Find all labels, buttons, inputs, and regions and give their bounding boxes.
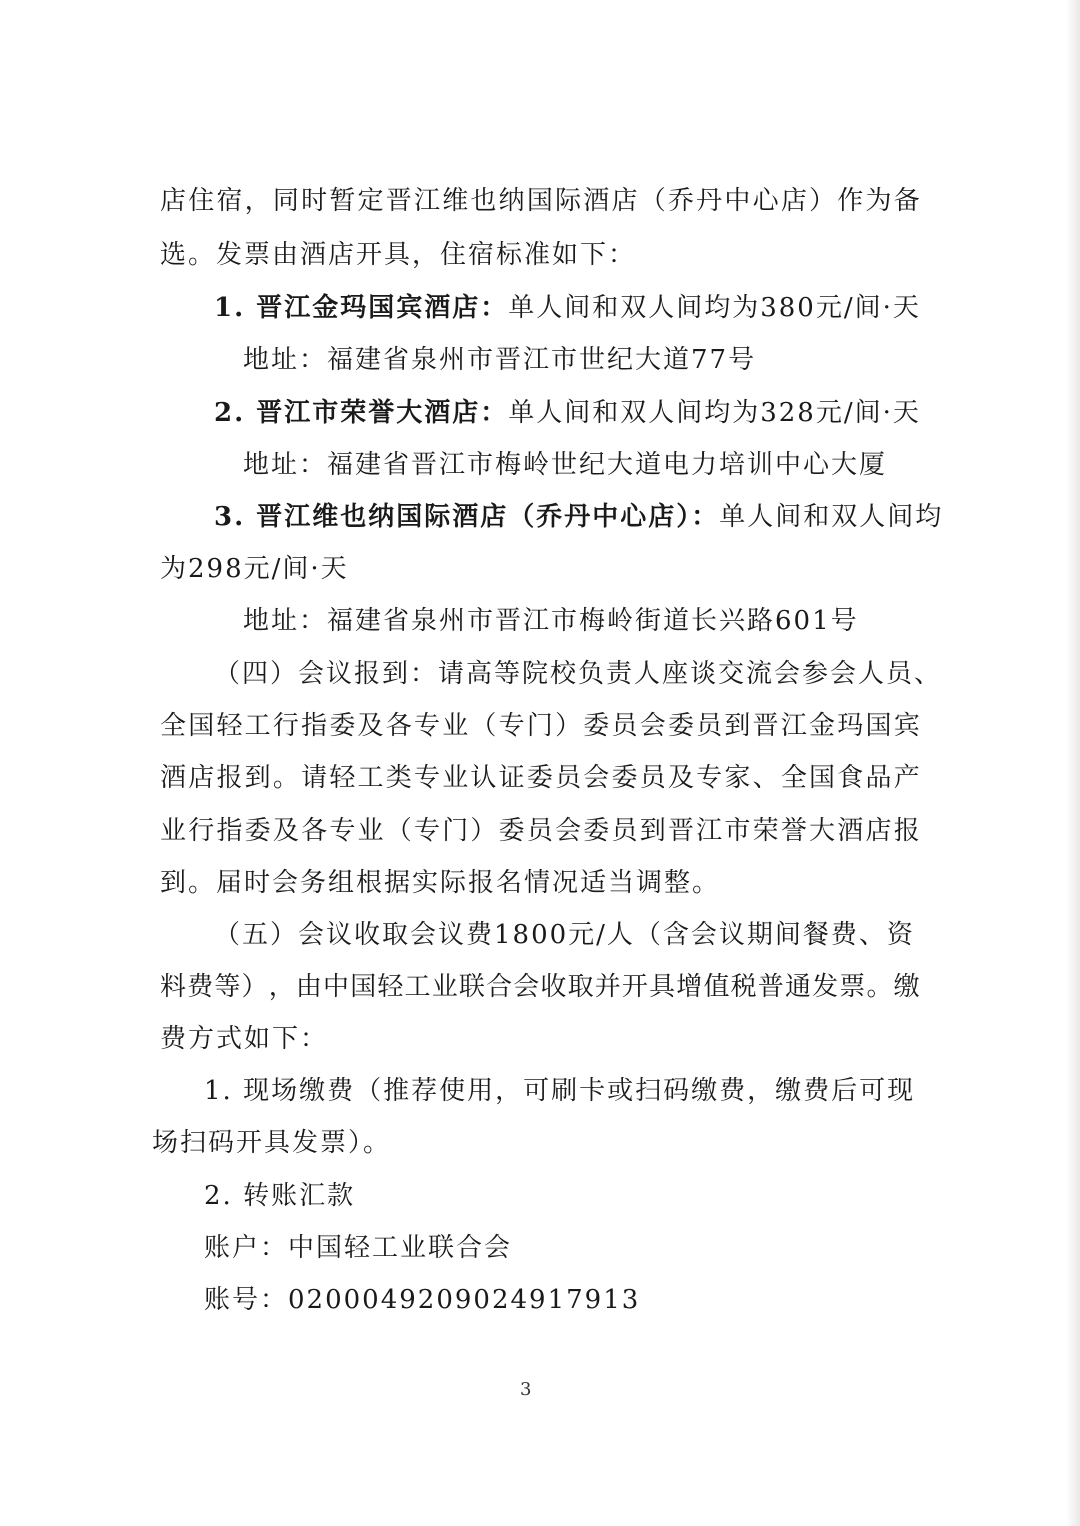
text-char: 备 xyxy=(893,186,920,216)
hotel-address: 地址：福建省泉州市晋江市世纪大道77号 xyxy=(243,345,757,375)
text-char: 晋 xyxy=(752,711,779,741)
text-char: 由 xyxy=(295,972,322,1002)
text-char: 到 xyxy=(724,711,751,741)
text-char: 店 xyxy=(160,186,187,216)
text-char: 增 xyxy=(676,972,703,1002)
text-char: 值 xyxy=(703,972,730,1002)
text-char: 料 xyxy=(160,972,187,1002)
text-char: 。 xyxy=(866,972,893,1002)
text-char: 轻 xyxy=(216,711,243,741)
text-char: 乔 xyxy=(667,186,694,216)
text-char: 酒 xyxy=(160,763,187,793)
text-char: 晋 xyxy=(667,816,694,846)
text-char: 业 xyxy=(160,816,187,846)
text-char: 市 xyxy=(724,816,751,846)
text-char: 收 xyxy=(540,972,567,1002)
text-char: 国 xyxy=(865,711,892,741)
text-char: 国 xyxy=(809,763,836,793)
text-char: 会 xyxy=(555,816,582,846)
text-char: 会 xyxy=(639,711,666,741)
text-char: 指 xyxy=(216,816,243,846)
text-char: 维 xyxy=(442,186,469,216)
hotel-address: 地址：福建省泉州市晋江市梅岭街道长兴路601号 xyxy=(243,606,859,636)
text-char: 品 xyxy=(865,763,892,793)
text-char: 联 xyxy=(458,972,485,1002)
text-char: 业 xyxy=(431,972,458,1002)
account-number: 账号：0200049209024917913 xyxy=(204,1285,641,1315)
justified-text-line xyxy=(160,814,920,848)
text-char: 专 xyxy=(413,763,440,793)
text-char: 家 xyxy=(724,763,751,793)
text-char: 通 xyxy=(784,972,811,1002)
text-char: 委 xyxy=(329,711,356,741)
text-char: 证 xyxy=(498,763,525,793)
text-char: 业 xyxy=(442,763,469,793)
text-char: 委 xyxy=(526,763,553,793)
text-char: 及 xyxy=(272,816,299,846)
text-char: 业 xyxy=(442,711,469,741)
text-char: 时 xyxy=(301,186,328,216)
text-char: 税 xyxy=(730,972,757,1002)
text-char: （ xyxy=(385,816,412,846)
text-char: 类 xyxy=(385,763,412,793)
text-char: 轻 xyxy=(377,972,404,1002)
text-char: 员 xyxy=(611,711,638,741)
text-char: 及 xyxy=(667,763,694,793)
hotel-entry-3 xyxy=(214,500,943,534)
text-char: 员 xyxy=(555,763,582,793)
justified-text-line xyxy=(160,709,920,743)
hotel-address: 地址：福建省晋江市梅岭世纪大道电力培训中心大厦 xyxy=(243,450,888,480)
text-char: 轻 xyxy=(329,763,356,793)
text-char: 暂 xyxy=(329,186,356,216)
text-char: 专 xyxy=(413,816,440,846)
text-char: 国 xyxy=(526,186,553,216)
text-char: 专 xyxy=(498,711,525,741)
text-char: 行 xyxy=(188,816,215,846)
text-char: 国 xyxy=(188,711,215,741)
text-char: 会 xyxy=(583,763,610,793)
justified-text-line xyxy=(160,970,920,1004)
text-char: 具 xyxy=(649,972,676,1002)
text-char: 业 xyxy=(357,816,384,846)
text-char: 大 xyxy=(809,816,836,846)
text-char: 并 xyxy=(594,972,621,1002)
text-char: 委 xyxy=(611,763,638,793)
text-char: 誉 xyxy=(780,816,807,846)
text-char: 专 xyxy=(329,816,356,846)
text-line: （五）会议收取会议费1800元/人（含会议期间餐费、资 xyxy=(214,920,915,950)
text-char: 发 xyxy=(812,972,839,1002)
hotel-rate: 单人间和双人间均为380元/间·天 xyxy=(508,293,921,323)
hotel-rate: 单人间和双人间均为328元/间·天 xyxy=(508,398,921,428)
text-char: 住 xyxy=(188,186,215,216)
hotel-name: 1. 晋江金玛国宾酒店： xyxy=(214,293,509,323)
text-char: 宾 xyxy=(893,711,920,741)
hotel-entry-2 xyxy=(214,396,921,430)
text-char: 店 xyxy=(611,186,638,216)
text-char: ） xyxy=(809,186,836,216)
text-char: 委 xyxy=(498,816,525,846)
text-char: 店 xyxy=(188,763,215,793)
text-char: 同 xyxy=(272,186,299,216)
text-char: 委 xyxy=(667,711,694,741)
text-char: 委 xyxy=(583,816,610,846)
hotel-name: 3. 晋江维也纳国际酒店（乔丹中心店）： xyxy=(214,502,720,532)
text-char: ） xyxy=(555,711,582,741)
text-char: 专 xyxy=(413,711,440,741)
text-char: 也 xyxy=(470,186,497,216)
text-char: 专 xyxy=(696,763,723,793)
text-char: 各 xyxy=(301,816,328,846)
text-char: 国 xyxy=(350,972,377,1002)
text-char: 全 xyxy=(160,711,187,741)
text-char: 店 xyxy=(780,186,807,216)
text-line: 费方式如下： xyxy=(160,1024,329,1054)
text-char: 普 xyxy=(757,972,784,1002)
text-char: 行 xyxy=(272,711,299,741)
text-char: ） xyxy=(241,972,268,1002)
account-name: 账户：中国轻工业联合会 xyxy=(204,1233,513,1263)
text-char: 取 xyxy=(567,972,594,1002)
text-char: 作 xyxy=(837,186,864,216)
justified-text-line xyxy=(160,761,920,795)
text-char: 际 xyxy=(555,186,582,216)
text-char: 金 xyxy=(809,711,836,741)
text-char: 到 xyxy=(244,763,271,793)
text-char: 店 xyxy=(865,816,892,846)
justified-text-line xyxy=(160,184,920,218)
text-char: 工 xyxy=(244,711,271,741)
text-char: 产 xyxy=(893,763,920,793)
text-char: 荣 xyxy=(752,816,779,846)
text-line: 为298元/间·天 xyxy=(160,554,349,584)
text-char: 会 xyxy=(513,972,540,1002)
text-char: 丹 xyxy=(696,186,723,216)
text-char: 纳 xyxy=(498,186,525,216)
text-char: 门 xyxy=(442,816,469,846)
page-edge xyxy=(1066,0,1080,1526)
text-line: 到。届时会务组根据实际报名情况适当调整。 xyxy=(160,868,721,898)
text-char: 报 xyxy=(893,816,920,846)
text-char: 缴 xyxy=(893,972,920,1002)
page-number: 3 xyxy=(520,1379,532,1400)
text-char: 门 xyxy=(526,711,553,741)
text-char: 为 xyxy=(865,186,892,216)
text-char: 委 xyxy=(583,711,610,741)
hotel-rate: 单人间和双人间均 xyxy=(719,502,944,532)
text-char: 员 xyxy=(696,711,723,741)
text-char: 员 xyxy=(639,763,666,793)
text-char: 各 xyxy=(385,711,412,741)
text-char: 。 xyxy=(272,763,299,793)
text-char: 江 xyxy=(696,816,723,846)
text-char: 酒 xyxy=(837,816,864,846)
text-char: 及 xyxy=(357,711,384,741)
text-char: 江 xyxy=(413,186,440,216)
text-char: 玛 xyxy=(837,711,864,741)
text-char: 员 xyxy=(611,816,638,846)
text-char: 费 xyxy=(187,972,214,1002)
text-char: ， xyxy=(268,972,295,1002)
text-char: 江 xyxy=(780,711,807,741)
text-char: 宿 xyxy=(216,186,243,216)
text-line: （四）会议报到：请高等院校负责人座谈交流会参会人员、 xyxy=(214,659,943,689)
text-char: 认 xyxy=(470,763,497,793)
text-char: 、 xyxy=(752,763,779,793)
text-line: 1. 现场缴费（推荐使用，可刷卡或扫码缴费，缴费后可现 xyxy=(204,1076,916,1106)
text-char: 员 xyxy=(526,816,553,846)
text-char: 工 xyxy=(404,972,431,1002)
text-char: （ xyxy=(470,711,497,741)
text-char: ， xyxy=(244,186,271,216)
text-char: 指 xyxy=(301,711,328,741)
text-char: 到 xyxy=(639,816,666,846)
text-char: 合 xyxy=(486,972,513,1002)
text-char: 心 xyxy=(752,186,779,216)
text-char: 食 xyxy=(837,763,864,793)
text-char: （ xyxy=(639,186,666,216)
hotel-name: 2. 晋江市荣誉大酒店： xyxy=(214,398,509,428)
text-char: ） xyxy=(470,816,497,846)
text-char: 晋 xyxy=(385,186,412,216)
text-char: 票 xyxy=(839,972,866,1002)
text-line: 2. 转账汇款 xyxy=(204,1181,356,1211)
text-char: 定 xyxy=(357,186,384,216)
text-char: 酒 xyxy=(583,186,610,216)
text-char: 工 xyxy=(357,763,384,793)
text-char: 等 xyxy=(214,972,241,1002)
text-char: 中 xyxy=(724,186,751,216)
text-char: 报 xyxy=(216,763,243,793)
text-char: 委 xyxy=(244,816,271,846)
text-line: 场扫码开具发票）。 xyxy=(152,1128,392,1158)
hotel-entry-1 xyxy=(214,291,921,325)
text-char: 中 xyxy=(323,972,350,1002)
text-line: 选。发票由酒店开具，住宿标准如下： xyxy=(160,240,637,270)
text-char: 全 xyxy=(780,763,807,793)
text-char: 请 xyxy=(301,763,328,793)
text-char: 开 xyxy=(621,972,648,1002)
